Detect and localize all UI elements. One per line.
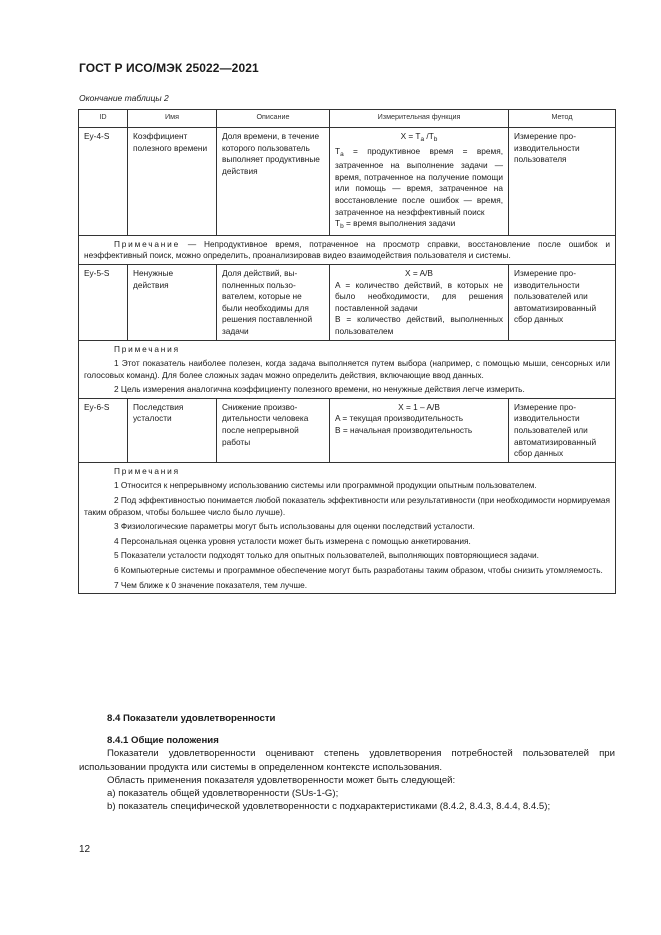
- col-header-description: Описание: [217, 110, 330, 128]
- list-item: a) показатель общей удовлетворенности (SUs-1-G);: [107, 788, 339, 800]
- note-cell: [79, 462, 616, 593]
- note-item: 3 Физиологические параметры могут быть использованы для оценки последствий усталости.: [114, 521, 475, 532]
- col-header-function: Измерительная функция: [330, 110, 509, 128]
- standard-title: ГОСТ Р ИСО/МЭК 25022—2021: [79, 61, 259, 75]
- note-row: [79, 462, 616, 593]
- definition: A = текущая производительность: [335, 413, 464, 424]
- cell-id: Ey-6-S: [79, 398, 128, 462]
- note-row: [79, 340, 616, 398]
- table-header-row: [79, 110, 616, 128]
- note-item: 7 Чем ближе к 0 значение показателя, тем лучше.: [114, 579, 308, 590]
- table-row: [79, 264, 616, 340]
- formula: $X = T_a$ $/T_b$: [400, 131, 438, 143]
- notes-heading: Примечания: [114, 465, 180, 476]
- table-caption: Окончание таблицы 2: [79, 93, 169, 103]
- cell-method: Измерение производительности пользователя: [509, 128, 616, 236]
- page-number: 12: [79, 844, 91, 855]
- cell-name: Ненужные действия: [128, 264, 217, 340]
- definition: A = количество действий, в которых не было необходимости, для решения поставленной задачи: [335, 279, 503, 313]
- note-item: 2 Цель измерения аналогична коэффициенту полезного времени, но ненужные действия легче измерить.: [114, 384, 525, 395]
- list-item: b) показатель специфической удовлетворенности с подхарактеристиками (8.4.2, 8.4.3, 8.4.4, 8.4.5);: [107, 801, 551, 813]
- note-item: 1 Относится к непрерывному использованию системы или программной продукции опытным пользователем.: [114, 480, 537, 491]
- cell-description: Доля действий, выполненных пользователем, которые не были необходимы для решения поставленной задачи: [217, 264, 330, 340]
- note-row: [79, 235, 616, 264]
- formula: X = 1 – A/B: [398, 401, 440, 412]
- definition: $T_b$ = время выполнения задачи: [335, 218, 456, 231]
- paragraph: Область применения показателя удовлетворенности может быть следующей:: [107, 774, 456, 786]
- notes-heading: Примечания: [114, 343, 180, 354]
- definition: $T_a$ = продуктивное время = время, затраченное на выполнение задачи — время, потраченное на получение помощи или помощь — время, затраченное на восстановление после ошибок — время, затраченное на неэффективный поиск: [335, 145, 503, 217]
- section-body: [79, 712, 615, 813]
- note-cell: [79, 340, 616, 398]
- cell-id: Ey-4-S: [79, 128, 128, 236]
- cell-description: Доля времени, в течение которого пользователь выполняет продуктивные действия: [217, 128, 330, 236]
- note-cell: [79, 235, 616, 264]
- section-heading: 8.4 Показатели удовлетворенности: [107, 713, 276, 724]
- note-text: — Непродуктивное время, потраченное на просмотр справки, восстановление после ошибок и неэффективный поиск, можно определить, проанализировав видео взаимодействия пользователя и системы.: [84, 238, 610, 261]
- cell-id: Ey-5-S: [79, 264, 128, 340]
- note-item: 4 Персональная оценка уровня усталости может быть измерена с помощью анкетирования.: [114, 535, 471, 546]
- note-item: 2 Под эффективностью понимается любой показатель эффективности или результативности (при необходимости нормируемая таким образом, чтобы большее число было лучше).: [84, 495, 611, 517]
- note-item: 5 Показатели усталости подходят только для опытных пользователей, выполняющих повторяющиеся задачи.: [114, 550, 539, 561]
- table-row: [79, 128, 616, 236]
- col-header-id: ID: [79, 110, 128, 128]
- definition: B = количество действий, выполненных пользователем: [335, 314, 503, 336]
- paragraph: Показатели удовлетворенности оценивают степень удовлетворения потребностей пользователей при использовании продукта или системы в определенном контексте использования.: [79, 748, 615, 773]
- measures-table: [78, 109, 616, 594]
- table-row: [79, 398, 616, 462]
- col-header-method: Метод: [509, 110, 616, 128]
- subsection-heading: 8.4.1 Общие положения: [107, 735, 219, 747]
- definition: B = начальная производительность: [335, 425, 473, 436]
- cell-function: [330, 264, 509, 340]
- note-item: 1 Этот показатель наиболее полезен, когда задача выполняется путем выбора (например, с помощью мыши, сенсорных или голосовых команд). Для более сложных задач можно определить действия, включающие ввод данных.: [84, 358, 610, 380]
- cell-name: Коэффициент полезного времени: [128, 128, 217, 236]
- note-item: 6 Компьютерные системы и программное обеспечение могут быть разработаны таким образом, чтобы снизить утомляемость.: [114, 565, 603, 575]
- cell-name: Последствия усталости: [128, 398, 217, 462]
- cell-description: Снижение производительности человека после непрерывной работы: [217, 398, 330, 462]
- cell-method: Измерение производительности пользователей или автоматизированный сбор данных: [509, 398, 616, 462]
- cell-function: [330, 398, 509, 462]
- col-header-name: Имя: [128, 110, 217, 128]
- cell-method: Измерение производительности пользователей или автоматизированный сбор данных: [509, 264, 616, 340]
- formula: X = A/B: [405, 267, 433, 278]
- note-label: Примечание: [114, 238, 181, 249]
- cell-function: [330, 128, 509, 236]
